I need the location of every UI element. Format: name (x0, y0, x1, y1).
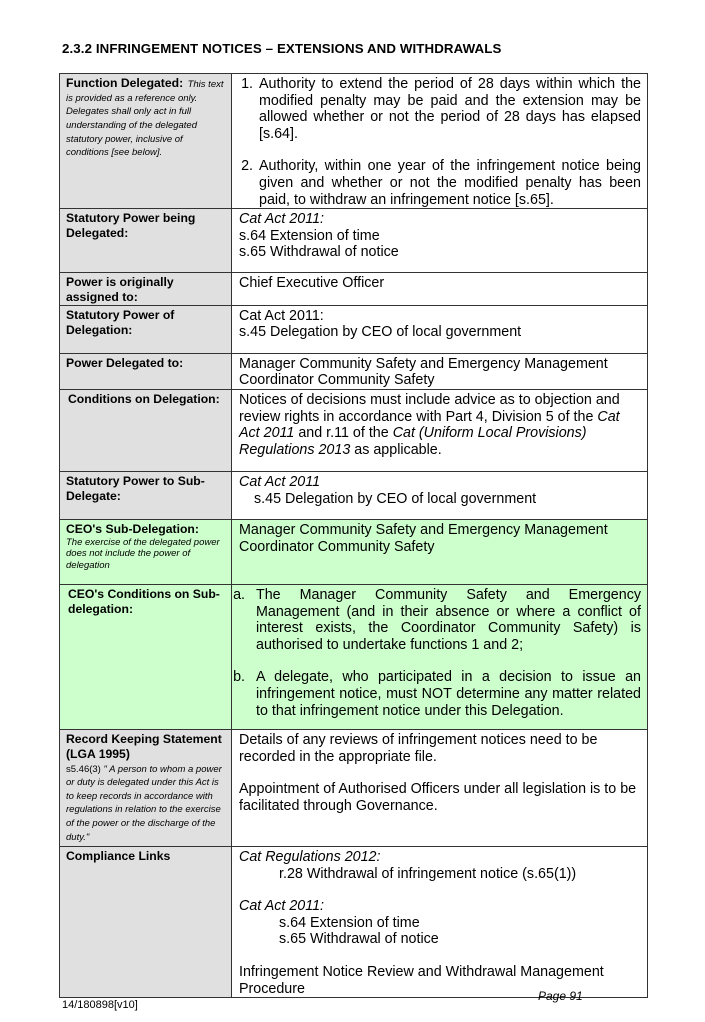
originally-assigned-label-cell (60, 273, 232, 306)
compliance-label: Compliance Links (66, 848, 171, 863)
statutory-power-act: Cat Act 2011: (239, 211, 325, 228)
compliance-act: Cat Act 2011: (239, 898, 325, 915)
conditions-text-3: as applicable. (350, 441, 442, 458)
originally-assigned-label: Power is originally assigned to: (66, 275, 174, 304)
conditions-value (232, 389, 648, 471)
conditions-act-1: Cat Act 2011 (239, 408, 620, 442)
sub-delegate-label-cell (60, 471, 232, 519)
power-of-delegation-label: Statutory Power of Delegation: (66, 307, 175, 337)
conditions-label-cell (60, 389, 232, 471)
function-delegated-label-cell (60, 74, 232, 209)
statutory-power-line-2: s.65 Withdrawal of notice (239, 244, 399, 261)
compliance-act-line-1: s.64 Extension of time (279, 914, 420, 931)
conditions-text-2: and r.11 of the (294, 425, 393, 442)
table-row (60, 209, 648, 273)
function-delegated-note: This text is provided as a reference only. Delegates shall only act in full understanding of the delegated statutory power, inclusive of conditions [see below]. (66, 79, 224, 159)
table-row (60, 273, 648, 306)
delegated-to-line-2: Coordinator Community Safety (239, 372, 435, 389)
power-of-delegation-line-2: s.45 Delegation by CEO of local government (239, 324, 522, 341)
statutory-power-label: Statutory Power being Delegated: (66, 211, 196, 240)
document-reference: 14/180898[v10] (62, 999, 138, 1011)
sub-delegate-value (232, 471, 648, 519)
record-keeping-para-2: Appointment of Authorised Officers under all legislation is to be facilitated through Governance. (239, 781, 637, 814)
record-keeping-label: Record Keeping Statement (LGA 1995) (66, 731, 222, 761)
compliance-reg-line: r.28 Withdrawal of infringement notice (s.65(1)) (279, 865, 577, 882)
compliance-procedure: Infringement Notice Review and Withdrawal Management Procedure (239, 963, 604, 997)
compliance-label-cell (60, 846, 232, 997)
statutory-power-line-1: s.64 Extension of time (239, 227, 380, 244)
power-of-delegation-value (232, 305, 648, 353)
ceo-sub-delegation-line-2: Coordinator Community Safety (239, 538, 435, 555)
table-row (60, 353, 648, 389)
power-of-delegation-label-cell (60, 305, 232, 353)
ceo-conditions-label-cell (60, 584, 232, 729)
delegated-to-label: Power Delegated to: (66, 355, 184, 370)
table-row (60, 74, 648, 209)
compliance-reg-act: Cat Regulations 2012: (239, 848, 381, 865)
ceo-sub-delegation-value (232, 519, 648, 584)
sub-delegate-act: Cat Act 2011 (239, 473, 321, 490)
statutory-power-label-cell (60, 209, 232, 273)
record-keeping-value (232, 729, 648, 846)
table-row (60, 305, 648, 353)
originally-assigned-text: Chief Executive Officer (239, 275, 385, 292)
ceo-sub-delegation-note: The exercise of the delegated power does not include the power of delegation (66, 536, 220, 571)
table-row (60, 584, 648, 729)
ceo-conditions-label: CEO's Conditions on Sub-delegation: (68, 586, 220, 616)
record-keeping-note: " A person to whom a power or duty is delegated under this Act is to keep records in accordance with regulations in relation to the exercise of the power or the discharge of the duty." (66, 763, 222, 843)
statutory-power-value (232, 209, 648, 273)
record-keeping-para-1: Details of any reviews of infringement notices need to be recorded in the appropriate file. (239, 731, 598, 765)
ceo-condition-a: a. The Manager Community Safety and Emergency Management (and in their absence or where a conflict of interest exists, the Coordinator Community Safety) is authorised to undertake functions 1 and 2; (249, 587, 641, 653)
table-row (60, 729, 648, 846)
conditions-text (239, 392, 641, 458)
table-row (60, 519, 648, 584)
ceo-conditions-list (232, 587, 641, 719)
table-row (60, 389, 648, 471)
conditions-act-2: Cat (Uniform Local Provisions) Regulations 2013 (239, 425, 587, 458)
function-item-2: 2. Authority, within one year of the infringement notice being given and whether or not the modified penalty has been paid, to withdraw an infringement notice [s.65]. (257, 158, 641, 208)
ceo-sub-delegation-label-cell (60, 519, 232, 584)
delegated-to-value (232, 353, 648, 389)
record-keeping-label-cell (60, 729, 232, 846)
sub-delegate-line: s.45 Delegation by CEO of local government (254, 490, 537, 507)
delegation-table (59, 73, 648, 998)
ceo-sub-delegation-label: CEO's Sub-Delegation: (66, 521, 199, 536)
conditions-text-1: Notices of decisions must include advice as to objection and review rights in accordance with Part 4, Division 5 of the (239, 391, 620, 425)
function-item-1: 1. Authority to extend the period of 28 days within which the modified penalty may be paid and the extension may be allowed whether or not the period of 28 days has elapsed [s.64]. (257, 76, 641, 142)
ceo-conditions-value (232, 584, 648, 729)
ceo-sub-delegation-line-1: Manager Community Safety and Emergency Management (239, 521, 608, 538)
originally-assigned-value (232, 273, 648, 306)
compliance-value (232, 846, 648, 997)
ceo-condition-b: b. A delegate, who participated in a decision to issue an infringement notice, must NOT determine any matter related to that infringement notice under this Delegation. (249, 669, 641, 719)
delegated-to-line-1: Manager Community Safety and Emergency Management (239, 355, 608, 372)
page-number: Page 91 (538, 989, 583, 1003)
table-row (60, 471, 648, 519)
section-heading: 2.3.2 INFRINGEMENT NOTICES – EXTENSIONS AND WITHDRAWALS (62, 41, 502, 56)
delegated-to-label-cell (60, 353, 232, 389)
function-delegated-value (232, 74, 648, 209)
power-of-delegation-line-1: Cat Act 2011: (239, 307, 324, 324)
function-list (239, 76, 641, 208)
table-row (60, 846, 648, 997)
compliance-act-line-2: s.65 Withdrawal of notice (279, 931, 439, 948)
function-delegated-label: Function Delegated: (66, 76, 184, 90)
sub-delegate-label: Statutory Power to Sub-Delegate: (66, 473, 205, 503)
record-keeping-ref: s5.46(3) (66, 763, 104, 775)
conditions-label: Conditions on Delegation: (68, 391, 220, 406)
